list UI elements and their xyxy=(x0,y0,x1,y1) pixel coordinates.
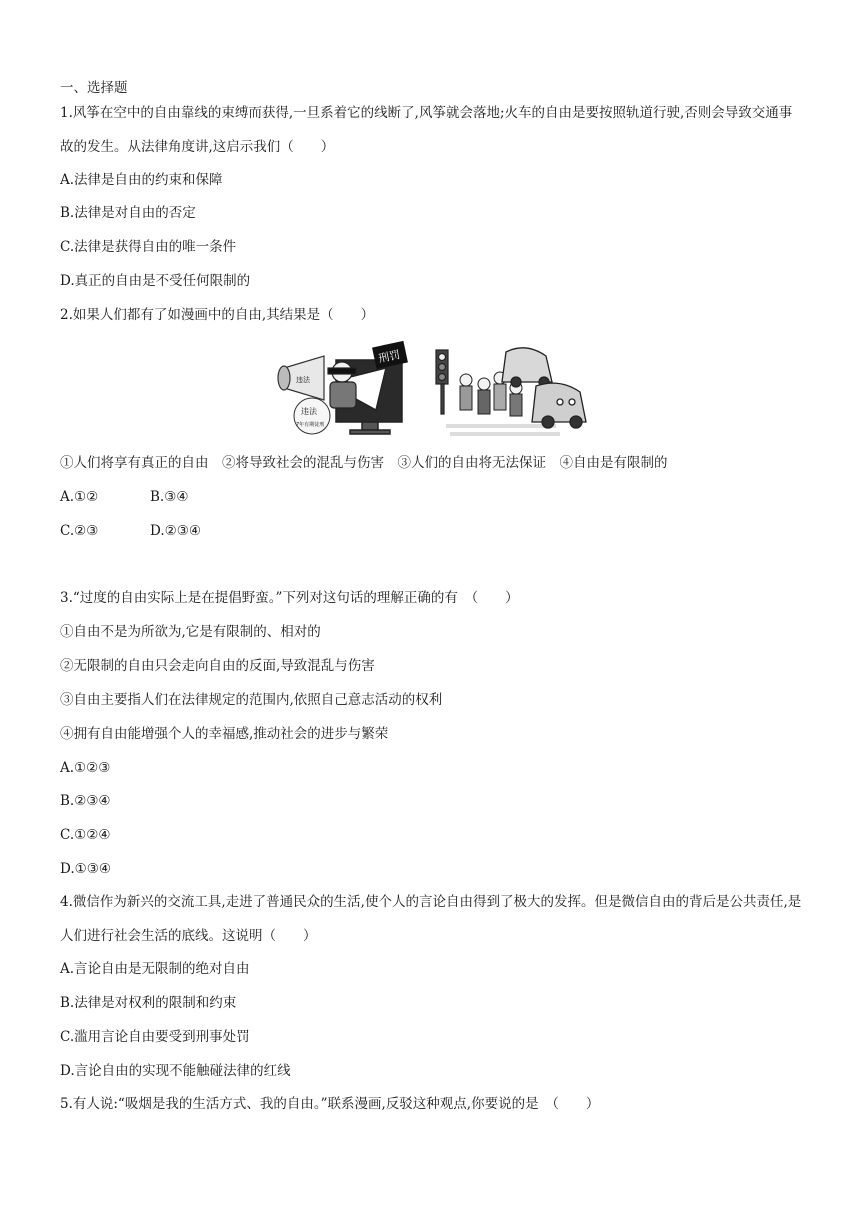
violation-plaque xyxy=(294,398,330,434)
q3-option-b: B.②③④ xyxy=(60,793,111,809)
q1-option-d: D.真正的自由是不受任何限制的 xyxy=(60,273,251,289)
section-title: 一、选择题 xyxy=(60,80,128,96)
q3-option-a: A.①②③ xyxy=(60,760,111,776)
question-2-stem: 2.如果人们都有了如漫画中的自由,其结果是（ ） xyxy=(60,307,375,323)
speech-label xyxy=(296,375,311,384)
q1-option-c: C.法律是获得自由的唯一条件 xyxy=(60,239,237,255)
svg-text:7年有期徒刑: 7年有期徒刑 xyxy=(296,422,325,428)
question-3-stem: 3.“过度的自由实际上是在提倡野蛮。”下列对这句话的理解正确的有 （ ） xyxy=(60,590,519,606)
q4-option-a: A.言论自由是无限制的绝对自由 xyxy=(60,961,250,977)
q3-statement-3: ③自由主要指人们在法律规定的范围内,依照自己意志活动的权利 xyxy=(60,692,443,708)
q2-options-row-1 xyxy=(60,487,188,507)
q2-option-c: C.②③ xyxy=(60,523,99,539)
q3-statement-4: ④拥有自由能增强个人的幸福感,推动社会的进步与繁荣 xyxy=(60,726,389,742)
q3-statement-2: ②无限制的自由只会走向自由的反面,导致混乱与伤害 xyxy=(60,658,375,674)
svg-text:违法: 违法 xyxy=(301,407,317,416)
q4-option-d: D.言论自由的实现不能触碰法律的红线 xyxy=(60,1063,291,1079)
q3-option-c: C.①②④ xyxy=(60,827,111,843)
q3-statement-1: ①自由不是为所欲为,它是有限制的、相对的 xyxy=(60,624,321,640)
q3-option-d: D.①③④ xyxy=(60,861,111,877)
q2-options-row-2 xyxy=(60,521,201,541)
q4-option-b: B.法律是对权利的限制和约束 xyxy=(60,995,237,1011)
q2-statements: ①人们将享有真正的自由 ②将导致社会的混乱与伤害 ③人们的自由将无法保证 ④自由是有限制的 xyxy=(60,455,668,471)
cartoon-illustration xyxy=(266,338,592,440)
q1-option-b: B.法律是对自由的否定 xyxy=(60,205,196,221)
question-4-stem: 4.微信作为新兴的交流工具,走进了普通民众的生活,使个人的言论自由得到了极大的发挥。但是微信自由的背后是公共责任,是人们进行社会生活的底线。这说明（ ） xyxy=(60,894,802,944)
svg-text:违法: 违法 xyxy=(296,376,310,384)
q1-option-a: A.法律是自由的约束和保障 xyxy=(60,172,223,188)
q2-option-d: D.②③④ xyxy=(150,523,201,539)
question-1-stem: 1.风筝在空中的自由靠线的束缚而获得,一旦系着它的线断了,风筝就会落地;火车的自由是要按照轨道行驶,否则会导致交通事故的发生。从法律角度讲,这启示我们（ ） xyxy=(60,105,793,155)
question-5-stem: 5.有人说:“吸烟是我的生活方式、我的自由。”联系漫画,反驳这种观点,你要说的是 （ ） xyxy=(60,1096,600,1112)
traffic-light-icon xyxy=(436,350,448,414)
q4-option-c: C.滥用言论自由要受到刑事处罚 xyxy=(60,1029,250,1045)
violator-figure xyxy=(328,362,356,408)
q2-option-b: B.③④ xyxy=(150,489,189,505)
q2-option-a: A.①② xyxy=(60,489,99,505)
svg-text:刑罚: 刑罚 xyxy=(377,348,402,366)
